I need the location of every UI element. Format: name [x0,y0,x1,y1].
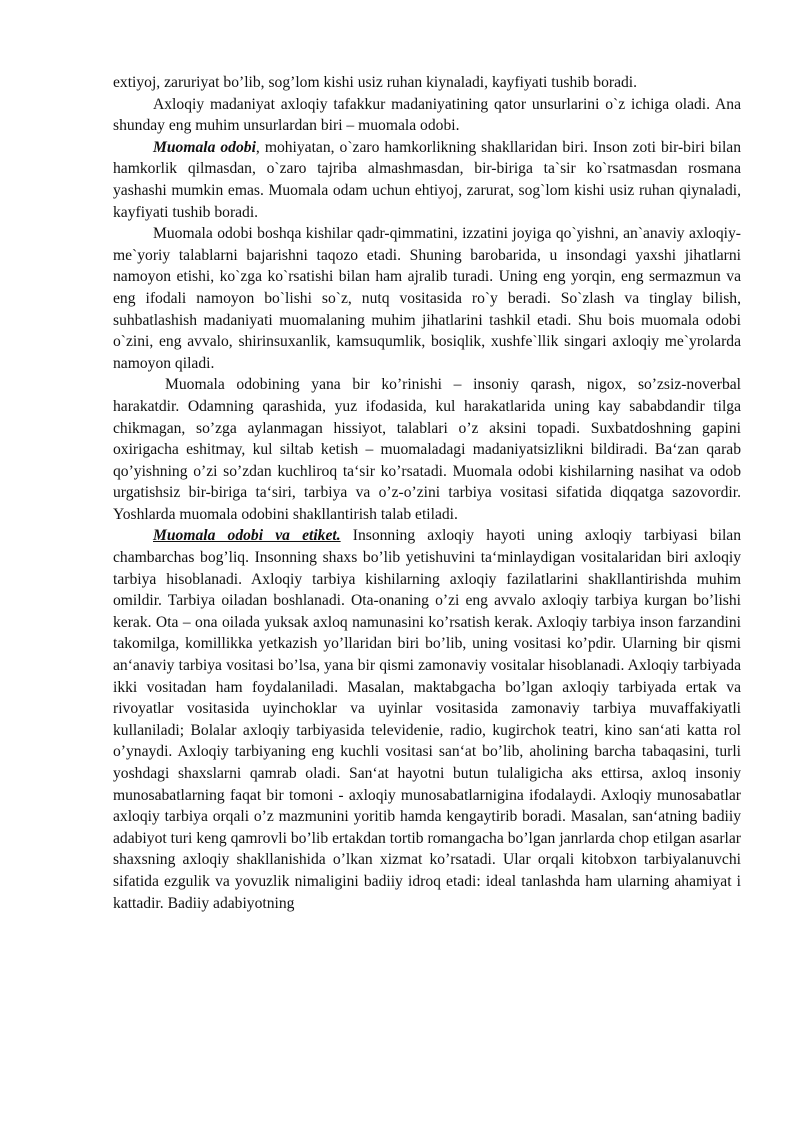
paragraph-qadr-qimmat [113,223,741,374]
paragraph-lead-term: Muomala odobi [153,138,256,156]
paragraph-etiket [113,525,741,914]
paragraph-noverbal [113,374,741,525]
paragraph-continuation [113,72,741,94]
paragraph-muomala-odobi [113,137,741,223]
section-heading-inline: Muomala odobi va etiket. [153,527,341,545]
paragraph-text: extiyoj, zaruriyat bo’lib, sog’lom kishi usiz ruhan kiynaladi, kayfiyati tushib boradi. [113,74,638,91]
document-page [113,72,741,914]
paragraph-text: Axloqiy madaniyat axloqiy tafakkur madaniyatining qator unsurlarini o`z ichiga oladi. Ana shunday eng muhim unsurlardan biri – muomala odobi. [113,95,741,135]
paragraph-axloqiy-madaniyat [113,94,741,137]
paragraph-text: Muomala odobi boshqa kishilar qadr-qimmatini, izzatini joyiga qo`yishni, an`anaviy axloqiy-me`yoriy talablarni bajarishni taqozo etadi. Shuning barobarida, u insondagi yaxshi jihatlarni namoyon etishi, ko`zga ko`rsatishi bilan ham ajralib turadi. Uning eng yorqin, eng sermazmun va eng ifodali namoyon bo`lishi so`z, nutq vositasida ro`y beradi. So`zlash va tinglay bilish, suhbatlashish madaniyati muomalaning muhim jihatlarini tashkil etadi. Shu bois muomala odobi o`zini, eng avvalo, shirinsuxanlik, kamsuqumlik, bosiqlik, xushfe`llik singari axloqiy me`yrolarda namoyon qiladi. [113,225,741,372]
paragraph-text: , mohiyatan, o`zaro hamkorlikning shakllaridan biri. Inson zoti bir-biri bilan hamkorlik qilmasdan, o`zaro tajriba almashmasdan, bir-biriga ta`sir ko`rsatmasdan rosmana yashashi mumkin emas. Muomala odam uchun ehtiyoj, zarurat, sog`lom kishi usiz ruhan qiynaladi, kayfiyati tushib boradi. [113,138,742,221]
paragraph-text: Insonning axloqiy hayoti uning axloqiy tarbiyasi bilan chambarchas bog’liq. Insonning shaxs bo’lib yetishuvini ta‘minlaydigan vositalaridan biri axloqiy tarbiya hisoblanadi. Axloqiy tarbiya kishilarning axloqiy fazilatlarini shakllantirishda muhim omildir. Tarbiya oiladan boshlanadi. Ota-onaning o’zi eng avvalo axloqiy tarbiya kurgan bo’lishi kerak. Ota – ona oilada yuksak axloq namunasini ko’rsatish kerak. Axloqiy tarbiya inson farzandini takomilga, komillikka yetkazish yo’llaridan biri bo’lib, uning vositasi ko’pdir. Ularning bir qismi an‘anaviy tarbiya vositasi bo’lsa, yana bir qismi zamonaviy vositalar hisoblanadi. Axloqiy tarbiyada ikki vositadan ham foydalaniladi. Masalan, maktabgacha bo’lgan axloqiy tarbiyada ertak va rivoyatlar vositasida uyinchoklar va uyinlar vositasida zamonaviy tarbiya muvaffakiyatli kullaniladi; Bolalar axloqiy tarbiyasida televidenie, radio, kugirchok teatri, kino san‘ati katta rol o’ynaydi. Axloqiy tarbiyaning eng kuchli vositasi san‘at bo’lib, aholining barcha tabaqasini, turli yoshdagi shaxslarni qamrab oladi. San‘at hayotni butun tulaligicha aks ettirsa, axloq insoniy munosabatlarning faqat bir tomoni - axloqiy munosabatlarnigina ifodalaydi. Axloqiy munosabatlar axloqiy tarbiya orqali o’z mazmunini yoritib hamda kengaytirib boradi. Masalan, san‘atning badiiy adabiyot turi keng qamrovli bo’lib ertakdan tortib romangacha bo’lgan janrlarda chop etilgan asarlar shaxsning axloqiy shakllanishida o’lkan xizmat ko’rsatadi. Ular orqali kitobxon tarbiyalanuvchi sifatida ezgulik va yovuzlik nimaligini badiiy idroq etadi: ideal tanlashda ham ularning ahamiyat i kattadir. Badiiy adabiyotning [113,527,741,912]
paragraph-text: Muomala odobining yana bir ko’rinishi – insoniy qarash, nigox, so’zsiz-noverbal harakatdir. Odamning qarashida, yuz ifodasida, kul harakatlarida uning kay sababdandir tilga chikmagan, so’zga aylanmagan hissiyot, talablari o’z aksini topadi. Suxbatdoshning gapini oxirigacha eshitmay, kul siltab ketish – muomaladagi madaniyatsizlikni bildiradi. Ba‘zan qarab qo’yishning o’zi so’zdan kuchliroq ta‘sir ko’rsatadi. Muomala odobi kishilarning nasihat va odob urgatishsiz bir-biriga ta‘siri, tarbiya va o’z-o’zini tarbiya vositasi sifatida diqqatga sazovordir. Yoshlarda muomala odobini shakllantirish talab etiladi. [113,376,741,523]
